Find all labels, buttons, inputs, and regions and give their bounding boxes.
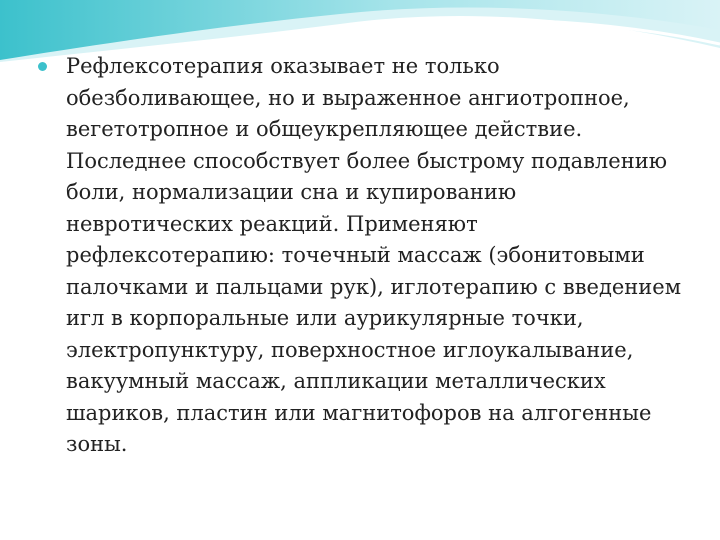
slide-content [22, 51, 702, 461]
bullet-item [22, 51, 702, 461]
bullet-dot-icon [38, 62, 47, 71]
bullet-text: Рефлексотерапия оказывает не только обезболивающее, но и выраженное ангиотропное, вегетотропное и общеукрепляющее действие. Последнее способствует более быстрому подавлению боли, нормализации сна и купированию невротических реакций. Применяют рефлексотерапию: точечный массаж (эбонитовыми палочками и пальцами рук), иглотерапию с введением игл в корпоральные или аурикулярные точки, электропунктуру, поверхностное иглоукалывание, вакуумный массаж, аппликации металлических шариков, пластин или магнитофоров на алгогенные зоны. [66, 54, 682, 456]
